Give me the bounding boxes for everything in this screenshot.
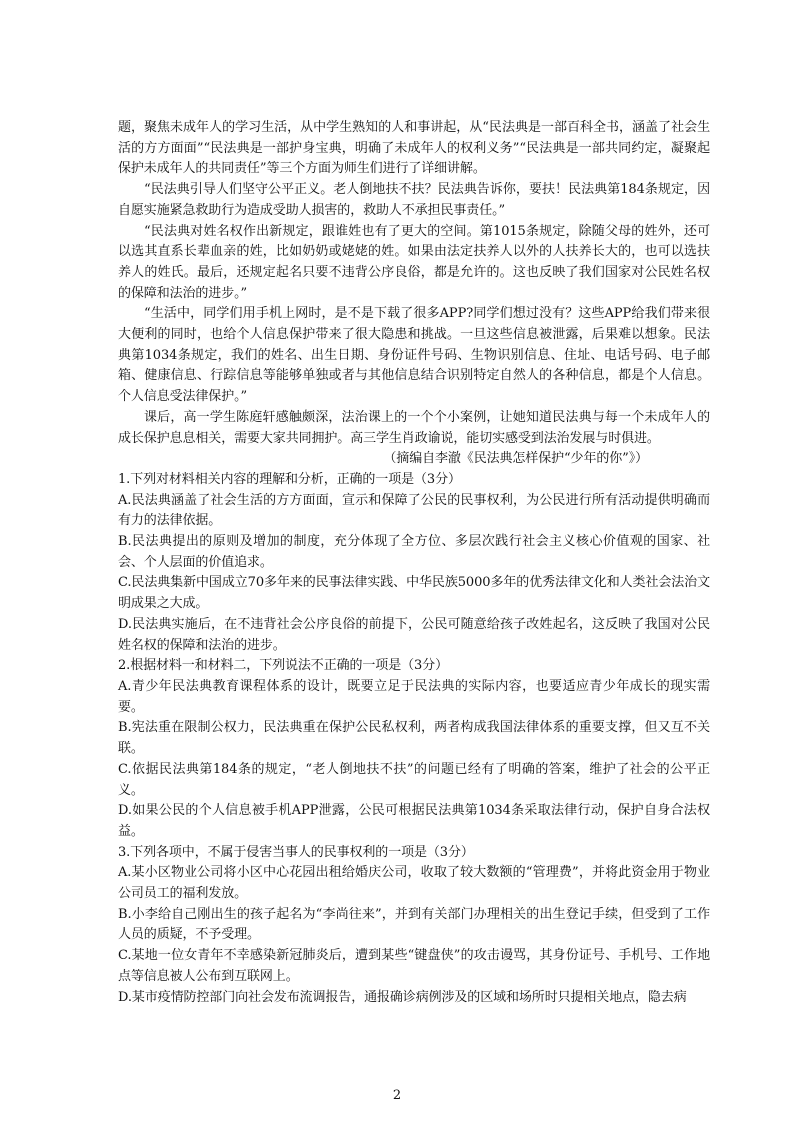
option-c: C.某地一位女青年不幸感染新冠肺炎后，遭到某些“键盘侠”的攻击谩骂，其身份证号、手机号、工作地点等信息被人公布到互联网上。 xyxy=(118,948,710,984)
option-a: A.民法典涵盖了社会生活的方方面面，宣示和保障了公民的民事权利，为公民进行所有活动提供明确而有力的法律依据。 xyxy=(118,492,710,529)
option-a: A.青少年民法典教育课程体系的设计，既要立足于民法典的实际内容，也要适应青少年成长的现实需要。 xyxy=(118,678,710,715)
option-a: A.某小区物业公司将小区中心花园出租给婚庆公司，收取了较大数额的“管理费”，并将此资金用于物业公司员工的福利发放。 xyxy=(118,865,710,902)
question-stem: 3.下列各项中，不属于侵害当事人的民事权利的一项是（3分） xyxy=(118,844,474,860)
page-content xyxy=(118,118,710,1008)
question-stem: 1.下列对材料相关内容的理解和分析，正确的一项是（3分） xyxy=(118,471,461,487)
paragraph-quote-184: “民法典引导人们坚守公平正义。老人倒地扶不扶？民法典告诉你，要扶！民法典第184条规定，因自愿实施紧急救助行为造成受助人损害的，救助人不承担民事责任。” xyxy=(118,182,710,218)
source-citation: （摘编自李澈《民法典怎样保护“少年的你”》） xyxy=(383,451,648,467)
option-d: D.某市疫情防控部门向社会发布流调报告，通报确诊病例涉及的区域和场所时只提相关地点，隐去病 xyxy=(118,989,687,1005)
option-b: B.民法典提出的原则及增加的制度，充分体现了全方位、多层次践行社会主义核心价值观的国家、社会、个人层面的价值追求。 xyxy=(118,534,710,570)
paragraph-quote-1015: “民法典对姓名权作出新规定，跟谁姓也有了更大的空间。第1015条规定，除随父母的姓外，还可以选其直系长辈血亲的姓，比如奶奶或姥姥的姓。如果由法定扶养人以外的人扶养长大的，也可以选扶养人的姓氏。最后，还规定起名只要不违背公序良俗，都是允许的。这也反映了我们国家对公民姓名权的保障和法治的进步。” xyxy=(118,223,710,301)
option-c: C.依据民法典第184条的规定，“老人倒地扶不扶”的问题已经有了明确的答案，维护了社会的公平正义。 xyxy=(118,761,710,798)
question-2 xyxy=(118,656,710,842)
paragraph-after-class: 课后，高一学生陈庭轩感触颇深，法治课上的一个个小案例，让她知道民法典与每一个未成年人的成长保护息息相关，需要大家共同拥护。高三学生肖政谕说，能切实感受到法治发展与时俱进。 xyxy=(118,409,710,446)
option-c: C.民法典集新中国成立70多年来的民事法律实践、中华民族5000多年的优秀法律文化和人类社会法治文明成果之大成。 xyxy=(118,575,710,612)
paragraph-quote-1034: “生活中，同学们用手机上网时，是不是下载了很多APP?同学们想过没有？这些APP给我们带来很大便利的同时，也给个人信息保护带来了很大隐患和挑战。一旦这些信息被泄露，后果难以想象。民法典第1034条规定，我们的姓名、出生日期、身份证件号码、生物识别信息、住址、电话号码、电子邮箱、健康信息、行踪信息等能够单独或者与其他信息结合识别特定自然人的各种信息，都是个人信息。个人信息受法律保护。” xyxy=(118,306,710,405)
question-stem: 2.根据材料一和材料二，下列说法不正确的一项是（3分） xyxy=(118,658,448,674)
paragraph-continued: 题，聚焦未成年人的学习生活，从中学生熟知的人和事讲起，从“民法典是一部百科全书，涵盖了社会生活的方方面面”“民法典是一部护身宝典，明确了未成年人的权利义务”“民法典是一部共同约定，凝聚起保护未成年人的共同责任”等三个方面为师生们进行了详细讲解。 xyxy=(118,120,710,177)
question-1 xyxy=(118,470,710,656)
option-d: D.民法典实施后，在不违背社会公序良俗的前提下，公民可随意给孩子改姓起名，这反映了我国对公民姓名权的保障和法治的进步。 xyxy=(118,616,710,653)
option-d: D.如果公民的个人信息被手机APP泄露，公民可根据民法典第1034条采取法律行动，保护自身合法权益。 xyxy=(118,803,710,839)
page-number: 2 xyxy=(392,1088,402,1103)
option-b: B.宪法重在限制公权力，民法典重在保护公民私权利，两者构成我国法律体系的重要支撑，但又互不关联。 xyxy=(118,720,710,757)
question-3 xyxy=(118,843,710,1009)
option-b: B.小李给自己刚出生的孩子起名为“李尚往来”，并到有关部门办理相关的出生登记手续，但受到了工作人员的质疑，不予受理。 xyxy=(118,906,710,943)
